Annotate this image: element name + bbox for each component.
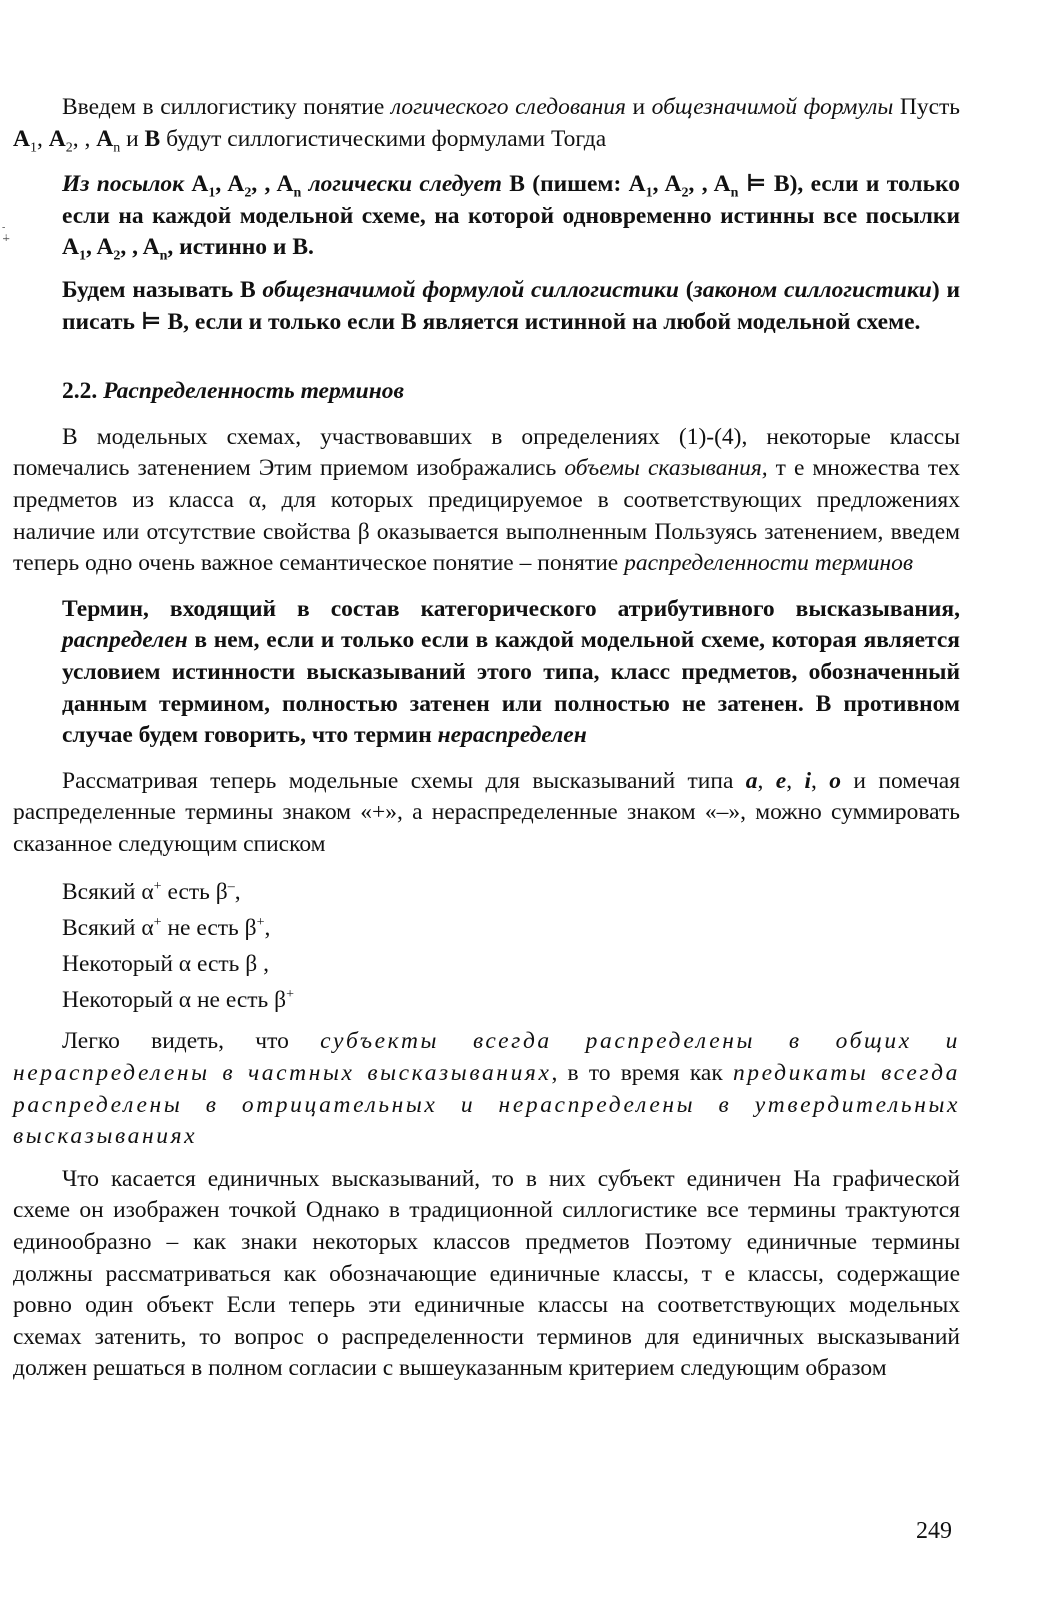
section-heading: 2.2. Распределенность терминов [62,378,405,405]
definition-distributed-term: Термин, входящий в состав категорического атрибутивного высказывания, распределен в нем, если и только если в каждой модельной схеме, которая является условием истинности высказываний этого типа, класс предметов, обозначенный данным термином, полностью затенен или полностью не затенен. В противном случае будем говорить, что термин нераспределен [62,595,960,749]
page-number: 249 [916,1518,952,1544]
paragraph-singular: Что касается единичных высказываний, то в них субъект единичен На графической схеме он изображен точкой Однако в традиционной силлогистике все термины трактуются единообразно – как знаки некоторых классов предметов Поэтому единичные термины должны рассматриваться как обозначающие единичные классы, т е классы, содержащие ровно один объект Если теперь эти единичные классы на соответствующих модельных схемах затенить, то вопрос о распределенности терминов для единичных высказываний должен решаться в полном согласии с вышеуказанным критерием следующим образом [13,1165,960,1382]
paragraph-observation: Легко видеть, что субъекты всегда распределены в общих и нераспределены в частных высказываниях, в то время как предикаты всегда распределены в отрицательных и нераспределены в утвердительных высказываниях [13,1028,961,1150]
paragraph-intro: Введем в силлогистику понятие логического следования и общезначимой формулы Пусть $A_1$, $A_2$, , $A_n$ и B будут силлогистическими формулами Тогда [13,94,960,156]
definition-logical-consequence: Из посылок $A_1$, $A_2$, , $A_n$ логически следует B (пишем: $A_1$, $A_2$, , $A_n$ ⊨ B), если и только если на каждой модельной схеме, на которой одновременно истинны все посылки $A_1$, $A_2$, , $A_n$, истинно и B. [62,171,960,265]
paragraph-shading: В модельных схемах, участвовавших в определениях (1)-(4), некоторые классы помечались затенением Этим приемом изображались объемы сказывания, т е множества тех предметов из класса α, для которых предицируемое в соответствующих предложениях наличие или отсутствие свойства β оказывается выполненным Пользуясь затенением, введем теперь одно очень важное семантическое понятие – понятие распределенности терминов [13,423,960,577]
list-item: Некоторый α есть β , [62,951,269,978]
list-item: Всякий α+ не есть β+, [62,915,271,942]
distribution-list [62,874,960,1018]
definition-valid-formula: Будем называть B общезначимой формулой силлогистики (законом силлогистики) и писать ⊨ B, если и только если B является истинной на любой модельной схеме. [62,276,960,335]
list-item: Некоторый α не есть β+ [62,987,295,1014]
page-body [13,92,960,1385]
paragraph-summary: Рассматривая теперь модельные схемы для высказываний типа a, e, i, o и помечая распределенные термины знаком «+», а нераспределенные знаком «–», можно суммировать сказанное следующим списком [13,767,961,857]
margin-mark: - ∔ [2,222,11,244]
list-item: Всякий α+ есть β–, [62,879,241,906]
